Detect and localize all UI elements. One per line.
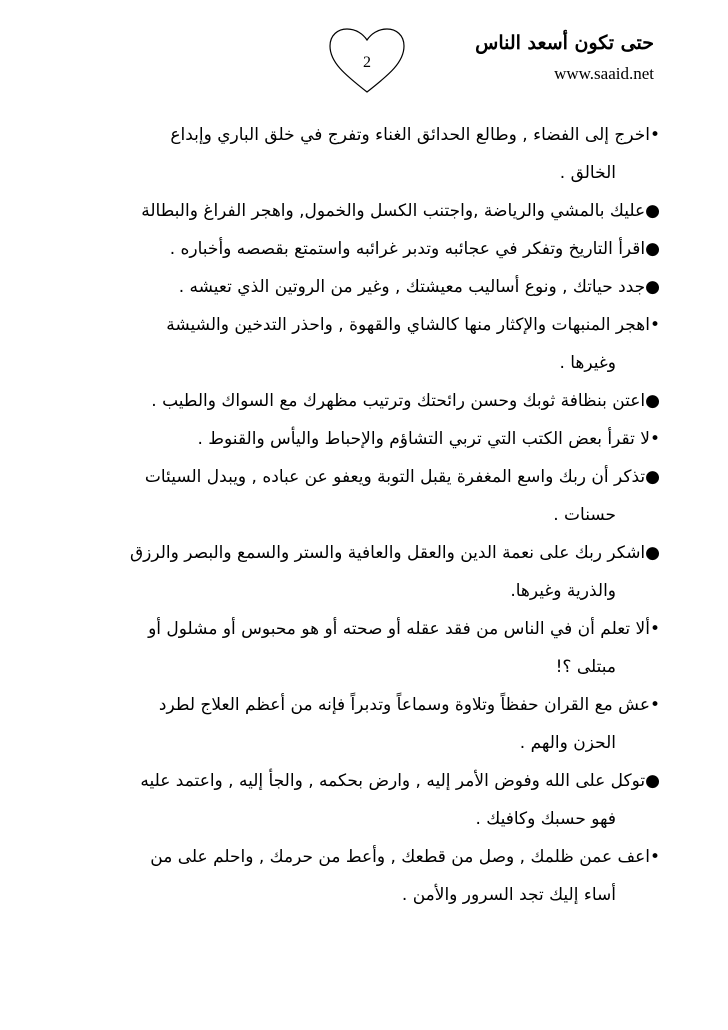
item-line: والذرية وغيرها. <box>510 581 616 601</box>
list-item <box>100 762 660 838</box>
item-line: •لا تقرأ بعض الكتب التي تربي التشاؤم والإحباط واليأس والقنوط . <box>197 429 660 449</box>
item-line: ●اشكر ربك على نعمة الدين والعقل والعافية والستر والسمع والبصر والرزق <box>129 543 660 563</box>
list-item <box>100 268 660 306</box>
item-line: •اهجر المنبهات والإكثار منها كالشاي والقهوة , واحذر التدخين والشيشة <box>166 315 660 335</box>
item-line: ●جدد حياتك , ونوع أساليب معيشتك , وغير من الروتين الذي تعيشه . <box>178 277 660 297</box>
list-item <box>100 116 660 192</box>
item-line: •ألا تعلم أن في الناس من فقد عقله أو صحته أو هو محبوس أو مشلول أو <box>148 619 660 639</box>
list-item <box>100 382 660 420</box>
item-line: ●توكل على الله وفوض الأمر إليه , وارض بحكمه , والجأ إليه , واعتمد عليه <box>140 771 660 791</box>
item-line: ●اقرأ التاريخ وتفكر في عجائبه وتدبر غرائبه واستمتع بقصصه وأخباره . <box>169 239 660 259</box>
item-line: فهو حسبك وكافيك . <box>475 809 616 829</box>
list-item <box>100 534 660 610</box>
list-item <box>100 420 660 458</box>
item-line: •عش مع القران حفظاً وتلاوة وسماعاً وتدبراً فإنه من أعظم العلاج لطرد <box>158 695 660 715</box>
list-item <box>100 686 660 762</box>
list-item <box>100 192 660 230</box>
item-line: حسنات . <box>553 505 616 525</box>
item-line: الخالق . <box>559 163 616 183</box>
list-item <box>100 306 660 382</box>
item-line: •اخرج إلى الفضاء , وطالع الحدائق الغناء وتفرج في خلق الباري وإبداع <box>170 125 660 145</box>
page-number: 2 <box>363 54 371 71</box>
item-line: ●اعتن بنظافة ثوبك وحسن رائحتك وترتيب مظهرك مع السواك والطيب . <box>151 391 660 411</box>
item-line: وغيرها . <box>559 353 616 373</box>
item-line: ●تذكر أن ربك واسع المغفرة يقبل التوبة ويعفو عن عباده , ويبدل السيئات <box>144 467 660 487</box>
list-item <box>100 458 660 534</box>
page-title: حتى تكون أسعد الناس <box>475 32 654 54</box>
tips-list <box>100 116 660 914</box>
item-line: الحزن والهم . <box>519 733 616 753</box>
item-line: مبتلى ؟! <box>555 657 616 677</box>
item-line: أساء إليك تجد السرور والأمن . <box>401 885 616 905</box>
item-line: ●عليك بالمشي والرياضة ,واجتنب الكسل والخمول, واهجر الفراغ والبطالة <box>141 201 660 221</box>
list-item <box>100 838 660 914</box>
site-url: www.saaid.net <box>554 64 654 83</box>
list-item <box>100 230 660 268</box>
list-item <box>100 610 660 686</box>
item-line: •اعف عمن ظلمك , وصل من قطعك , وأعط من حرمك , واحلم على من <box>150 847 660 867</box>
